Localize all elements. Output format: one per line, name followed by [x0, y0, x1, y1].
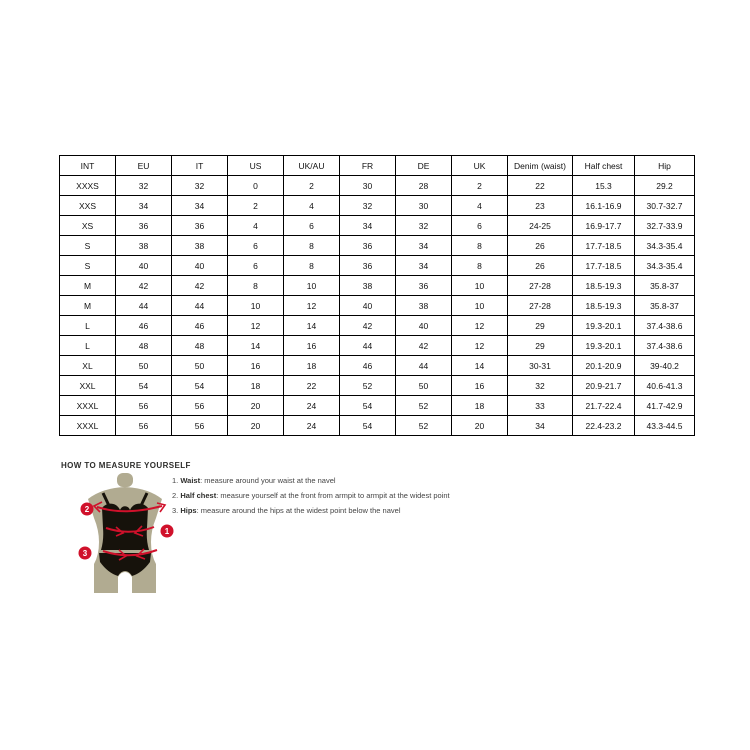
table-cell: 36: [340, 256, 396, 276]
column-header: Half chest: [573, 156, 635, 176]
table-cell: 26: [508, 256, 573, 276]
table-cell: L: [60, 316, 116, 336]
table-cell: 44: [116, 296, 172, 316]
table-cell: 42: [396, 336, 452, 356]
table-cell: 35.8-37: [635, 276, 695, 296]
table-cell: 24: [284, 396, 340, 416]
table-cell: XS: [60, 216, 116, 236]
table-cell: XL: [60, 356, 116, 376]
table-row: [60, 316, 695, 336]
table-cell: 18.5-19.3: [573, 296, 635, 316]
table-cell: 42: [340, 316, 396, 336]
table-cell: 22.4-23.2: [573, 416, 635, 436]
table-cell: 24: [284, 416, 340, 436]
table-cell: 16.1-16.9: [573, 196, 635, 216]
measure-step-label: Waist: [180, 476, 201, 485]
table-row: [60, 396, 695, 416]
table-row: [60, 216, 695, 236]
measure-step: [172, 488, 450, 503]
table-row: [60, 196, 695, 216]
table-cell: XXXS: [60, 176, 116, 196]
table-cell: 56: [172, 416, 228, 436]
column-header: INT: [60, 156, 116, 176]
table-cell: 6: [284, 216, 340, 236]
table-cell: 42: [172, 276, 228, 296]
table-cell: 30.7-32.7: [635, 196, 695, 216]
table-cell: 19.3-20.1: [573, 336, 635, 356]
column-header: FR: [340, 156, 396, 176]
measure-step: [172, 503, 450, 518]
table-cell: 30: [396, 196, 452, 216]
column-header: UK: [452, 156, 508, 176]
column-header: DE: [396, 156, 452, 176]
table-cell: 50: [172, 356, 228, 376]
table-cell: M: [60, 296, 116, 316]
table-cell: 34: [172, 196, 228, 216]
table-cell: 15.3: [573, 176, 635, 196]
measure-step-number: 2.: [172, 491, 181, 500]
table-cell: 44: [396, 356, 452, 376]
badge-waist: [161, 525, 174, 538]
table-cell: 44: [172, 296, 228, 316]
table-cell: 20.9-21.7: [573, 376, 635, 396]
size-chart-table: [59, 155, 695, 436]
table-cell: 24-25: [508, 216, 573, 236]
table-cell: 56: [116, 396, 172, 416]
table-cell: 39-40.2: [635, 356, 695, 376]
table-cell: 32: [116, 176, 172, 196]
table-cell: 40: [116, 256, 172, 276]
measure-step-number: 3.: [172, 506, 181, 515]
table-cell: 0: [228, 176, 284, 196]
table-cell: 20.1-20.9: [573, 356, 635, 376]
table-row: [60, 276, 695, 296]
table-cell: 8: [284, 236, 340, 256]
table-cell: 50: [396, 376, 452, 396]
table-cell: XXXL: [60, 396, 116, 416]
table-row: [60, 256, 695, 276]
table-cell: 4: [284, 196, 340, 216]
table-cell: S: [60, 256, 116, 276]
column-header: Denim (waist): [508, 156, 573, 176]
table-cell: 52: [396, 396, 452, 416]
column-header: UK/AU: [284, 156, 340, 176]
table-cell: 38: [340, 276, 396, 296]
table-cell: 30: [340, 176, 396, 196]
table-cell: 40: [172, 256, 228, 276]
table-cell: 43.3-44.5: [635, 416, 695, 436]
table-row: [60, 176, 695, 196]
table-cell: 6: [452, 216, 508, 236]
table-cell: 32.7-33.9: [635, 216, 695, 236]
table-row: [60, 376, 695, 396]
table-cell: 34: [508, 416, 573, 436]
table-cell: XXL: [60, 376, 116, 396]
table-cell: 14: [452, 356, 508, 376]
table-cell: 12: [228, 316, 284, 336]
table-cell: 2: [228, 196, 284, 216]
measure-section-title: HOW TO MEASURE YOURSELF: [61, 461, 191, 470]
table-cell: 56: [116, 416, 172, 436]
table-cell: 10: [228, 296, 284, 316]
table-cell: 18: [452, 396, 508, 416]
table-cell: 20: [228, 396, 284, 416]
table-cell: 38: [116, 236, 172, 256]
table-header-row: [60, 156, 695, 176]
table-cell: 19.3-20.1: [573, 316, 635, 336]
table-cell: 14: [228, 336, 284, 356]
table-cell: 16: [284, 336, 340, 356]
table-cell: 2: [284, 176, 340, 196]
table-cell: 46: [340, 356, 396, 376]
column-header: IT: [172, 156, 228, 176]
table-cell: 44: [340, 336, 396, 356]
measure-steps: [172, 473, 450, 518]
table-cell: 22: [284, 376, 340, 396]
table-cell: 20: [228, 416, 284, 436]
table-cell: 36: [396, 276, 452, 296]
table-cell: 12: [452, 336, 508, 356]
table-cell: 27-28: [508, 276, 573, 296]
badge-chest-number: 2: [84, 505, 90, 514]
measure-step-label: Hips: [180, 506, 197, 515]
badge-hips: [79, 547, 92, 560]
measure-step-text: : measure around your waist at the navel: [200, 476, 336, 485]
table-cell: 35.8-37: [635, 296, 695, 316]
table-cell: L: [60, 336, 116, 356]
table-cell: 21.7-22.4: [573, 396, 635, 416]
table-cell: 34: [396, 236, 452, 256]
measure-step-text: : measure around the hips at the widest point below the navel: [196, 506, 401, 515]
mannequin-figure: [72, 472, 181, 600]
table-cell: 34.3-35.4: [635, 256, 695, 276]
table-cell: 48: [116, 336, 172, 356]
table-cell: 4: [228, 216, 284, 236]
badge-hips-number: 3: [82, 549, 88, 558]
table-cell: 36: [172, 216, 228, 236]
table-cell: S: [60, 236, 116, 256]
table-cell: 41.7-42.9: [635, 396, 695, 416]
table-cell: 16: [228, 356, 284, 376]
table-cell: 56: [172, 396, 228, 416]
table-cell: 8: [452, 236, 508, 256]
table-cell: 18.5-19.3: [573, 276, 635, 296]
table-cell: 54: [340, 416, 396, 436]
table-cell: XXS: [60, 196, 116, 216]
table-cell: 4: [452, 196, 508, 216]
table-cell: M: [60, 276, 116, 296]
measure-step-number: 1.: [172, 476, 181, 485]
table-cell: 34: [396, 256, 452, 276]
table-cell: 54: [116, 376, 172, 396]
column-header: US: [228, 156, 284, 176]
table-cell: 29: [508, 316, 573, 336]
table-cell: 37.4-38.6: [635, 336, 695, 356]
table-row: [60, 296, 695, 316]
table-cell: 14: [284, 316, 340, 336]
column-header: EU: [116, 156, 172, 176]
table-cell: 50: [116, 356, 172, 376]
table-cell: 6: [228, 256, 284, 276]
table-cell: 37.4-38.6: [635, 316, 695, 336]
table-cell: 54: [340, 396, 396, 416]
table-cell: 30-31: [508, 356, 573, 376]
table-cell: 18: [228, 376, 284, 396]
measure-step-text: : measure yourself at the front from armpit to armpit at the widest point: [216, 491, 450, 500]
table-cell: 10: [284, 276, 340, 296]
table-cell: 16: [452, 376, 508, 396]
table-cell: 32: [340, 196, 396, 216]
badge-chest: [81, 503, 94, 516]
table-cell: XXXL: [60, 416, 116, 436]
table-cell: 28: [396, 176, 452, 196]
table-cell: 18: [284, 356, 340, 376]
column-header: Hip: [635, 156, 695, 176]
table-cell: 34: [116, 196, 172, 216]
size-chart-body: [60, 176, 695, 436]
table-cell: 36: [116, 216, 172, 236]
table-cell: 46: [116, 316, 172, 336]
table-cell: 38: [396, 296, 452, 316]
table-cell: 32: [172, 176, 228, 196]
table-cell: 46: [172, 316, 228, 336]
table-cell: 52: [396, 416, 452, 436]
table-cell: 6: [228, 236, 284, 256]
table-cell: 12: [452, 316, 508, 336]
table-cell: 52: [340, 376, 396, 396]
measure-step-label: Half chest: [180, 491, 217, 500]
table-cell: 34: [340, 216, 396, 236]
table-cell: 12: [284, 296, 340, 316]
table-cell: 40: [340, 296, 396, 316]
table-cell: 40.6-41.3: [635, 376, 695, 396]
table-cell: 23: [508, 196, 573, 216]
table-cell: 29.2: [635, 176, 695, 196]
table-cell: 20: [452, 416, 508, 436]
table-cell: 48: [172, 336, 228, 356]
table-row: [60, 356, 695, 376]
table-cell: 10: [452, 296, 508, 316]
table-cell: 36: [340, 236, 396, 256]
table-cell: 29: [508, 336, 573, 356]
table-cell: 26: [508, 236, 573, 256]
table-cell: 8: [228, 276, 284, 296]
table-row: [60, 236, 695, 256]
table-cell: 42: [116, 276, 172, 296]
table-cell: 33: [508, 396, 573, 416]
badge-waist-number: 1: [164, 527, 170, 536]
table-cell: 38: [172, 236, 228, 256]
table-row: [60, 416, 695, 436]
table-cell: 34.3-35.4: [635, 236, 695, 256]
table-cell: 54: [172, 376, 228, 396]
table-cell: 10: [452, 276, 508, 296]
table-row: [60, 336, 695, 356]
table-cell: 8: [452, 256, 508, 276]
table-cell: 22: [508, 176, 573, 196]
table-cell: 17.7-18.5: [573, 256, 635, 276]
table-cell: 16.9-17.7: [573, 216, 635, 236]
measure-step: [172, 473, 450, 488]
table-cell: 27-28: [508, 296, 573, 316]
table-cell: 17.7-18.5: [573, 236, 635, 256]
table-cell: 32: [396, 216, 452, 236]
table-cell: 32: [508, 376, 573, 396]
table-cell: 8: [284, 256, 340, 276]
table-cell: 40: [396, 316, 452, 336]
table-cell: 2: [452, 176, 508, 196]
